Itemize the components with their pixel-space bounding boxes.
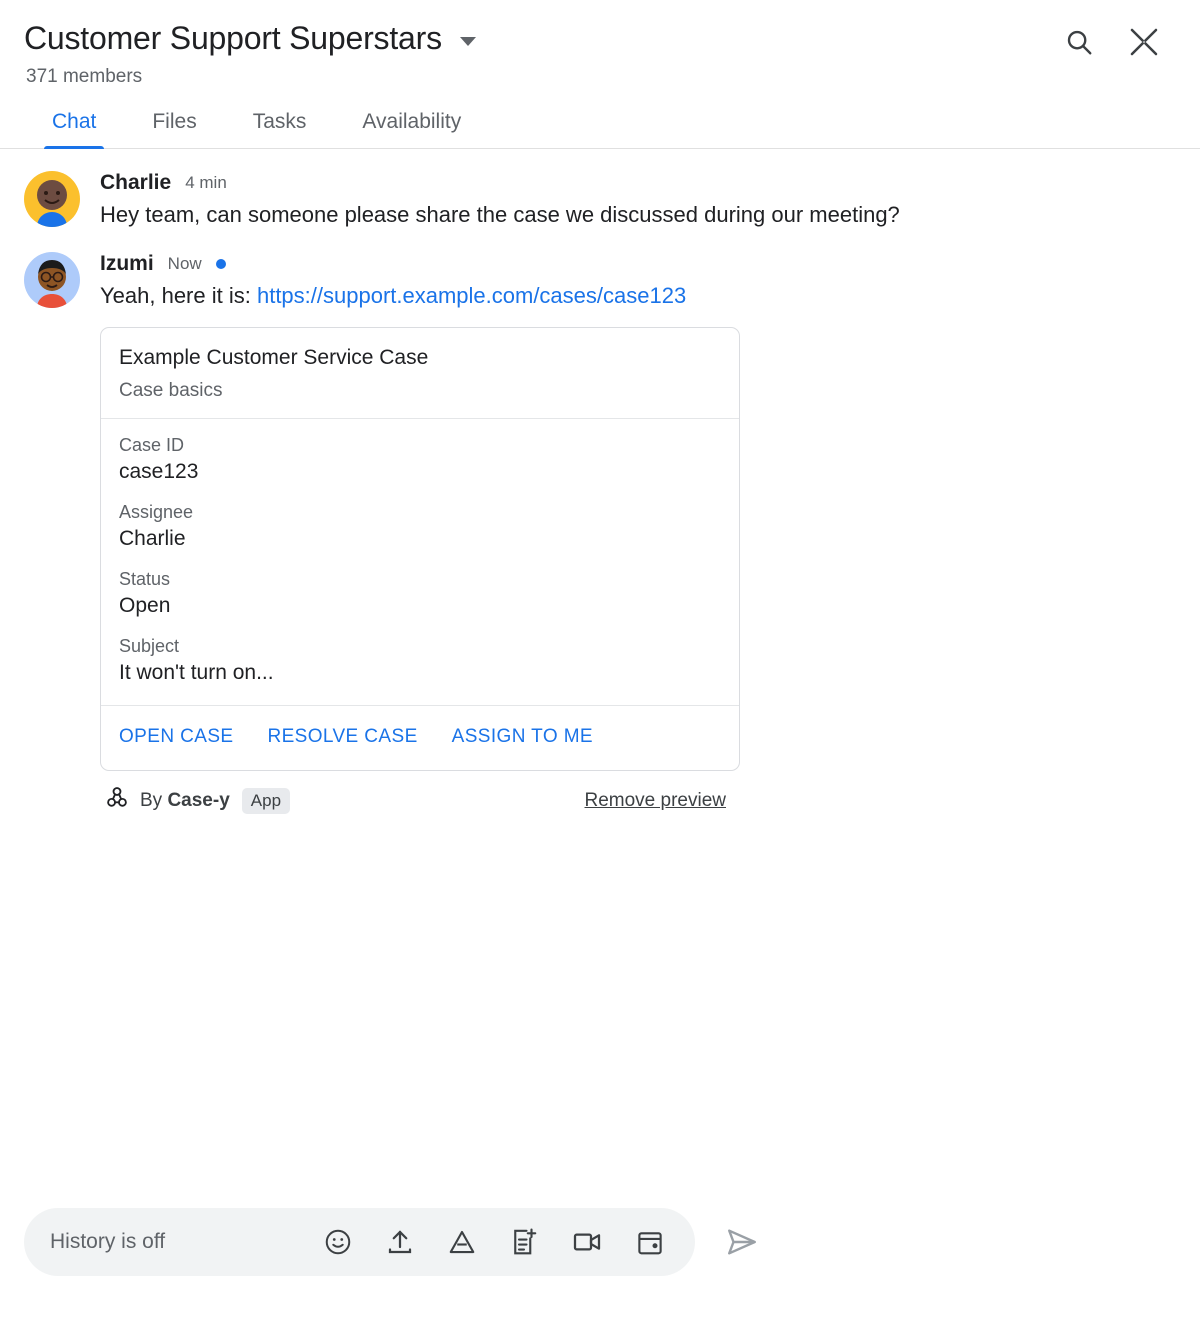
tab-availability[interactable]: Availability (334, 110, 489, 148)
message-timestamp: Now (167, 254, 202, 274)
header-actions (1064, 26, 1160, 58)
calendar-icon[interactable] (635, 1227, 665, 1257)
field-value: It won't turn on... (119, 661, 274, 685)
message-author: Izumi (100, 252, 154, 276)
search-icon[interactable] (1064, 27, 1094, 57)
card-subtitle: Case basics (119, 380, 223, 402)
message-text-prefix: Yeah, here it is: (100, 283, 257, 309)
field-subject (119, 636, 721, 685)
tab-tasks[interactable]: Tasks (225, 110, 335, 148)
unread-indicator (216, 259, 226, 269)
header (0, 0, 1200, 88)
docs-add-icon[interactable] (509, 1227, 539, 1257)
webhook-icon (104, 785, 130, 816)
field-assignee (119, 502, 721, 551)
remove-preview-link[interactable]: Remove preview (584, 789, 726, 811)
case-link[interactable]: https://support.example.com/cases/case123 (256, 283, 687, 309)
composer[interactable] (24, 1208, 695, 1276)
field-case-id (119, 435, 721, 484)
case-preview-card (100, 327, 740, 771)
collapse-icon[interactable] (1128, 26, 1160, 58)
app-badge: App (242, 788, 290, 814)
field-value: case123 (119, 460, 199, 484)
avatar[interactable] (24, 252, 80, 308)
tab-bar (0, 110, 1200, 149)
video-icon[interactable] (571, 1226, 603, 1258)
emoji-icon[interactable] (323, 1227, 353, 1257)
card-header (101, 328, 739, 419)
card-fields (101, 419, 739, 706)
card-attribution (100, 785, 740, 816)
field-value: Open (119, 594, 171, 618)
chevron-down-icon[interactable] (460, 37, 476, 46)
tab-chat[interactable]: Chat (24, 110, 124, 148)
field-status (119, 569, 721, 618)
message-text: Hey team, can someone please share the case we discussed during our meeting? (100, 202, 900, 227)
avatar[interactable] (24, 171, 80, 227)
room-title-block (24, 18, 476, 88)
message-text (100, 280, 1000, 311)
member-count: 371 members (26, 66, 143, 87)
attribution-by-label: By (140, 789, 168, 811)
field-label: Assignee (119, 502, 194, 523)
message-list (0, 149, 1200, 1192)
message-item (24, 252, 1176, 816)
tab-files[interactable]: Files (124, 110, 224, 148)
upload-icon[interactable] (385, 1227, 415, 1257)
field-label: Status (119, 569, 171, 590)
attribution-app-name: Case-y (167, 789, 230, 811)
message-author: Charlie (100, 171, 172, 194)
message-item (24, 171, 1176, 230)
card-actions (101, 706, 739, 770)
page-title: Customer Support Superstars (24, 20, 442, 56)
message-timestamp: 4 min (185, 173, 227, 192)
card-title: Example Customer Service Case (119, 346, 429, 370)
send-icon[interactable] (719, 1224, 765, 1260)
message-input[interactable] (48, 1229, 323, 1255)
field-value: Charlie (119, 527, 186, 551)
composer-area (0, 1192, 1200, 1336)
field-label: Subject (119, 636, 180, 657)
assign-to-me-button[interactable]: ASSIGN TO ME (451, 726, 593, 748)
resolve-case-button[interactable]: RESOLVE CASE (267, 726, 418, 748)
field-label: Case ID (119, 435, 185, 456)
drive-icon[interactable] (447, 1227, 477, 1257)
open-case-button[interactable]: OPEN CASE (119, 726, 234, 748)
composer-icons (323, 1226, 665, 1258)
